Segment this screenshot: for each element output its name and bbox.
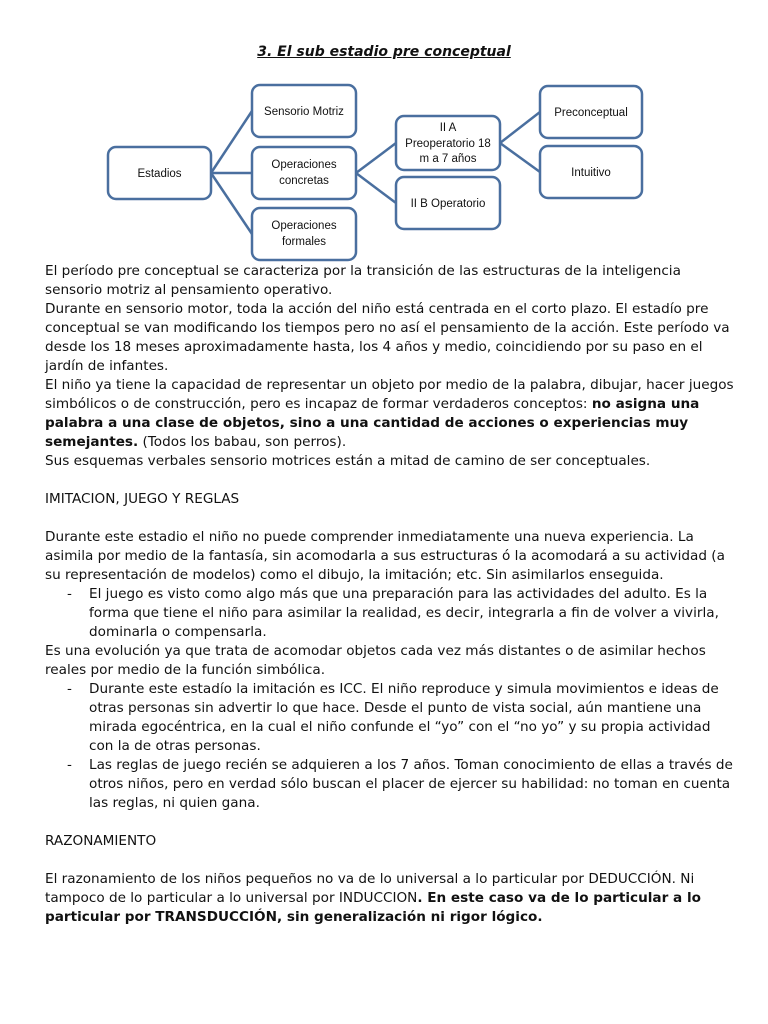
bullet-dash: - xyxy=(67,586,72,602)
heading-imitacion: IMITACION, JUEGO Y REGLAS xyxy=(45,491,240,507)
node-estadios-label: Estadios xyxy=(137,168,182,180)
node-operaciones-concretas xyxy=(252,147,356,199)
paragraph-evolution: Es una evolución ya que trata de acomodar objetos cada vez más distantes o de asimilar hechos reales por medio de la función simbólica. xyxy=(45,643,706,678)
bullet-imitacion-text: Durante este estadío la imitación es ICC. El niño reproduce y simula movimientos e ideas de otras personas sin advertir lo que hace. Desde el punto de vista social, aún mantiene una mirada egocéntrica, en la cual el niño confunde el “yo” con el “no yo” y su propia actividad con la de otras personas. xyxy=(89,681,719,754)
bullet-dash: - xyxy=(67,757,72,773)
node-intuitivo-label: Intuitivo xyxy=(571,167,611,179)
stages-diagram xyxy=(0,0,768,270)
paragraph-representation-text: El niño ya tiene la capacidad de representar un objeto por medio de la palabra, dibujar, hacer juegos simbólicos o de construcción, pero es incapaz de formar verdaderos conceptos: xyxy=(45,377,734,412)
node-sensorio-motriz-label: Sensorio Motriz xyxy=(264,106,344,118)
node-preoperatorio-line1: II A xyxy=(439,122,457,134)
edge-concretas-preoperatorio xyxy=(356,143,396,173)
page-title: 3. El sub estadio pre conceptual xyxy=(257,44,511,60)
bullet-dash: - xyxy=(67,681,72,697)
node-operatorio-label: II B Operatorio xyxy=(410,198,486,210)
paragraph-representation-bold: no asigna una palabra a una clase de objetos, sino a una cantidad de acciones o experiencias muy semejantes. xyxy=(45,396,700,450)
paragraph-intro: El período pre conceptual se caracteriza por la transición de las estructuras de la inteligencia sensorio motriz al pensamiento operativo. xyxy=(45,263,681,298)
node-preoperatorio-line3: m a 7 años xyxy=(419,153,477,165)
bullet-reglas-text: Las reglas de juego recién se adquieren a los 7 años. Toman conocimiento de ellas a través de otros niños, pero en verdad sólo buscan el placer de ejercer su habilidad: no toman en cuenta las reglas, ni quien gana. xyxy=(89,757,733,811)
paragraph-representation xyxy=(45,376,735,452)
document-body xyxy=(45,262,735,927)
paragraph-razonamiento xyxy=(45,870,735,927)
bullet-reglas xyxy=(45,756,735,813)
paragraph-sensorio-motor: Durante en sensorio motor, toda la acción del niño está centrada en el corto plazo. El estadío pre conceptual se van modificando los tiempos pero no así el pensamiento de la acción. Este período va desde los 18 meses aproximadamente hasta, los 4 años y medio, coincidiendo por su paso en el jardín de infantes. xyxy=(45,301,730,374)
node-operaciones-concretas-line1: Operaciones xyxy=(271,159,337,171)
paragraph-fantasy: Durante este estadio el niño no puede comprender inmediatamente una nueva experiencia. La asimila por medio de la fantasía, sin acomodarla a sus estructuras ó la acomodará a su actividad (a su representación de modelos) como el dibujo, la imitación; etc. Sin asimilarlos enseguida. xyxy=(45,529,725,583)
node-operaciones-formales xyxy=(252,208,356,260)
node-operaciones-concretas-line2: concretas xyxy=(279,175,329,187)
edge-estadios-sensorio xyxy=(211,111,252,173)
bullet-juego xyxy=(45,585,735,642)
node-operaciones-formales-line1: Operaciones xyxy=(271,220,337,232)
heading-razonamiento: RAZONAMIENTO xyxy=(45,833,157,849)
node-estadios xyxy=(108,147,211,199)
node-operaciones-formales-line2: formales xyxy=(281,236,327,248)
paragraph-verbal-schemes: Sus esquemas verbales sensorio motrices están a mitad de camino de ser conceptuales. xyxy=(45,453,651,469)
node-sensorio-motriz xyxy=(252,85,356,137)
paragraph-razonamiento-text: El razonamiento de los niños pequeños no va de lo universal a lo particular por DEDUCCIÓN. Ni tampoco de lo particular a lo universal por INDUCCION xyxy=(45,871,695,906)
paragraph-representation-example: (Todos los babau, son perros). xyxy=(138,434,347,450)
bullet-imitacion xyxy=(45,680,735,756)
edge-estadios-formales xyxy=(211,173,252,234)
node-preoperatorio xyxy=(396,116,500,170)
node-operatorio xyxy=(396,177,500,229)
node-preconceptual xyxy=(540,86,642,138)
edge-preoperatorio-preconceptual xyxy=(500,112,540,143)
bullet-juego-text: El juego es visto como algo más que una preparación para las actividades del adulto. Es la forma que tiene el niño para asimilar la realidad, es decir, integrarla a fin de volver a vivirla, dominarla o compensarla. xyxy=(89,586,719,640)
node-preoperatorio-line2: Preoperatorio 18 xyxy=(405,138,491,150)
edge-preoperatorio-intuitivo xyxy=(500,143,540,172)
node-preconceptual-label: Preconceptual xyxy=(554,107,628,119)
paragraph-razonamiento-bold: . En este caso va de lo particular a lo particular por TRANSDUCCIÓN, sin generalización ni rigor lógico. xyxy=(45,890,701,925)
node-intuitivo xyxy=(540,146,642,198)
edge-concretas-operatorio xyxy=(356,173,396,203)
